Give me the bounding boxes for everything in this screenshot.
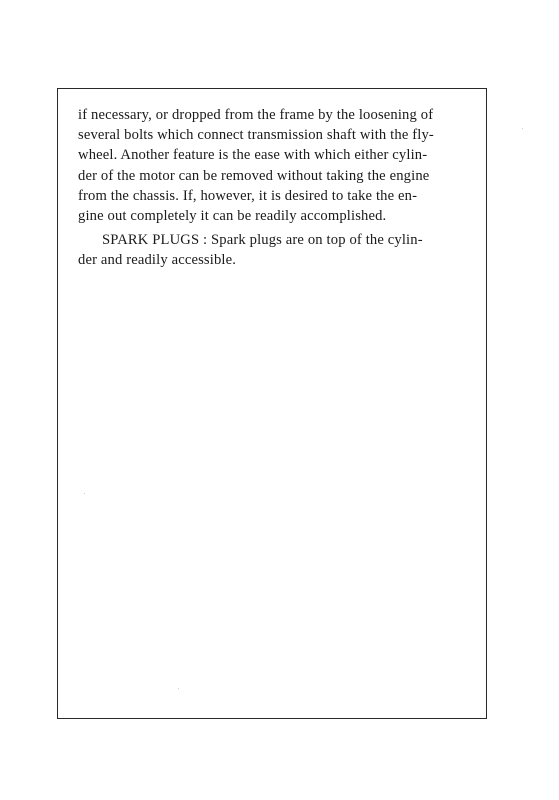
paper-speck [178, 688, 179, 689]
text-line: gine out completely it can be readily accomplished. [78, 208, 387, 225]
body-text [78, 105, 470, 271]
paper-speck [522, 128, 523, 129]
text-line: several bolts which connect transmission shaft with the fly- [78, 127, 434, 144]
text-line: der and readily accessible. [78, 252, 237, 269]
text-line: from the chassis. If, however, it is desired to take the en- [78, 187, 418, 204]
text-line: wheel. Another feature is the ease with which either cylin- [78, 147, 428, 164]
paragraph-spark-plugs [78, 230, 470, 270]
paragraph-transmission [78, 105, 470, 226]
text-line: if necessary, or dropped from the frame by the loosening of [78, 107, 434, 123]
text-line: SPARK PLUGS : Spark plugs are on top of the cylin- [102, 232, 423, 249]
paper-speck [84, 493, 85, 494]
text-line: der of the motor can be removed without taking the engine [78, 167, 430, 184]
